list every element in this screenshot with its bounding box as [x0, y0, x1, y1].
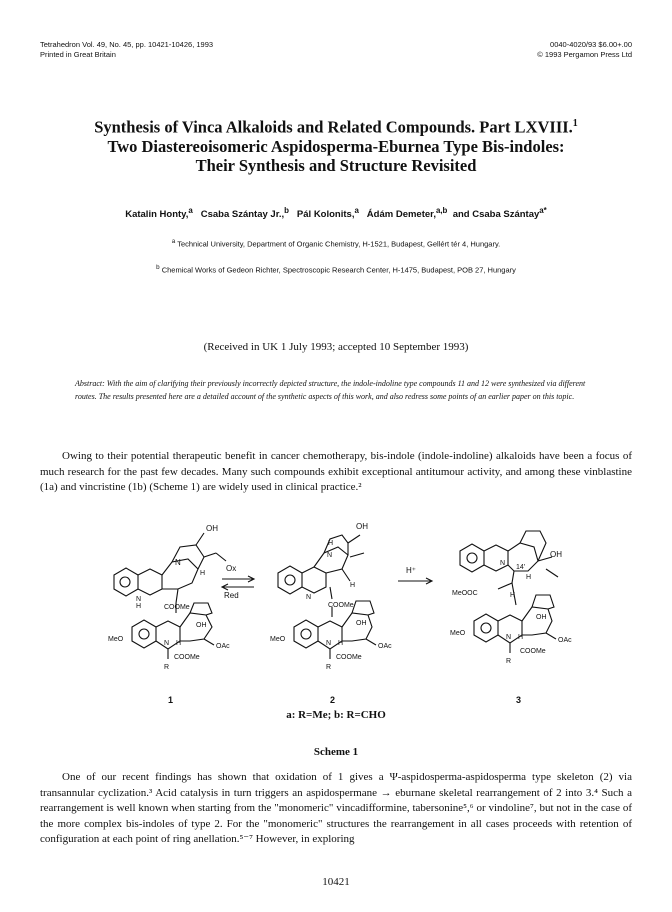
atom-label: OH [550, 550, 562, 559]
title-line1: Synthesis of Vinca Alkaloids and Related Compounds. Part LXVIII. [94, 117, 573, 137]
benzene-ring [474, 614, 498, 642]
author: Katalin Honty, [125, 209, 189, 221]
author-list [40, 206, 632, 220]
benzene-ring [132, 620, 156, 648]
substituent-legend: a: R=Me; b: R=CHO [286, 709, 386, 721]
benzene-ring [460, 544, 484, 572]
atom-label: N [306, 594, 312, 601]
atom-label: OH [356, 620, 367, 627]
benzene-ring [294, 620, 318, 648]
h-plus-label: H⁺ [406, 566, 416, 575]
atom-label: H [200, 570, 206, 577]
atom-label: R [326, 664, 332, 671]
atom-label: OH [536, 614, 547, 621]
atom-label: H [518, 634, 524, 641]
atom-label: H [328, 540, 334, 547]
scheme-1-structures [80, 517, 600, 717]
affiliation-text: Technical University, Department of Organic Chemistry, H-1521, Budapest, Gellért tér 4, Hungary. [177, 239, 501, 249]
atom-label: H [136, 603, 142, 610]
atom-label: N [164, 640, 170, 647]
journal-info [40, 40, 213, 60]
title-line2: Two Diastereoisomeric Aspidosperma-Eburnea Type Bis-indoles: [107, 136, 565, 156]
atom-label: H [510, 592, 516, 599]
author-sup: a,b [435, 206, 448, 215]
atom-label: H [338, 640, 344, 647]
benzene-ring [278, 566, 302, 594]
atom-label: N [500, 560, 506, 567]
received-dates: (Received in UK 1 July 1993; accepted 10 September 1993) [203, 341, 469, 353]
atom-label: OAc [558, 637, 572, 644]
acid-arrow [398, 566, 432, 584]
body-paragraph [40, 770, 632, 848]
atom-label: N [175, 558, 181, 567]
atom-label: OH [196, 622, 207, 629]
intro-paragraph [40, 449, 632, 496]
atom-label: OAc [378, 643, 392, 650]
author: Pál Kolonits, [296, 209, 355, 221]
intro-text: Owing to their potential therapeutic benefit in cancer chemotherapy, bis-indole (indole-indoline) alkaloids have been a focus of much research for the past few decades. Many such compounds exhibit exceptional antitumour activity, and among these vinblastine (1a) and vincristine (1b) (Scheme 1) are widely used in clinical practice.² [40, 450, 632, 493]
compound-number: 3 [516, 695, 522, 705]
title-line3: Their Synthesis and Structure Revisited [195, 155, 477, 175]
printed-in: Printed in Great Britain [40, 50, 116, 59]
atom-label: H [350, 582, 356, 589]
ox-red-arrows [222, 564, 254, 600]
ox-label: Ox [226, 564, 237, 573]
affiliation-a [40, 238, 632, 249]
atom-label: OAc [216, 643, 230, 650]
compound-1-structure [108, 524, 230, 705]
atom-label: 14' [516, 564, 526, 571]
atom-label: OH [206, 524, 218, 533]
compound-number: 1 [168, 695, 174, 705]
atom-label: OH [356, 522, 368, 531]
author: and Csaba Szántay [452, 209, 540, 221]
atom-label: MeO [450, 630, 466, 637]
author-sup: b [284, 206, 289, 215]
issn-price: 0040-4020/93 $6.00+.00 [550, 40, 632, 49]
title-sup: 1 [572, 118, 578, 129]
atom-label: COOMe [336, 654, 362, 661]
atom-label: H [526, 574, 532, 581]
atom-label: H [176, 640, 182, 647]
scheme-caption: Scheme 1 [313, 746, 359, 758]
atom-label: R [506, 658, 512, 665]
benzene-ring [114, 568, 138, 596]
atom-label: MeO [108, 636, 124, 643]
atom-label: N [136, 596, 142, 603]
atom-label: COOMe [174, 654, 200, 661]
page-number: 10421 [322, 876, 350, 888]
author-sup: a* [539, 206, 547, 215]
affiliation-mark: a [171, 238, 176, 245]
affiliation-text: Chemical Works of Gedeon Richter, Spectroscopic Research Center, H-1475, Budapest, POB 27, Hungary [161, 265, 516, 275]
author-sup: a [188, 206, 193, 215]
atom-label: COOMe [164, 604, 190, 611]
atom-label: MeO [270, 636, 286, 643]
red-label: Red [224, 591, 239, 600]
body-text: One of our recent findings has shown that oxidation of 1 gives a Ψ-aspidosperma-aspidosperma type skeleton (2) via transannular cyclization.³ Acid catalysis in turn triggers an aspidospermane → eburnane skeletal rearrangement of 2 into 3.⁴ Such a rearrangement is well known when starting from the "monomeric" vincadifformine, tabersonine⁵,⁶ or vindoline⁷, but not in the case of the more complex bis-indoles of type 2. For the "monomeric" structures the rearrangement in all cases proceeds with retention of configuration at each point of ring anellation.⁵⁻⁷ However, in exploring [40, 771, 632, 845]
atom-label: N [506, 634, 512, 641]
author: Ádám Demeter, [366, 209, 436, 221]
abstract: Abstract: With the aim of clarifying their previously incorrectly depicted structure, the indole-indoline type compounds 11 and 12 were synthesized via different routes. The results presented here are a detailed account of the synthetic aspects of this work, and also redress some points of an earlier paper on this topic. [75, 379, 586, 401]
author: Csaba Szántay Jr., [200, 209, 285, 221]
atom-label: N [326, 640, 332, 647]
atom-label: MeOOC [452, 590, 478, 597]
affiliation-mark: b [156, 264, 160, 271]
compound-number: 2 [330, 695, 336, 705]
issn-info [537, 40, 632, 60]
atom-label: COOMe [520, 648, 546, 655]
atom-label: COOMe [328, 602, 354, 609]
copyright: © 1993 Pergamon Press Ltd [537, 50, 632, 59]
affiliation-b [40, 264, 632, 275]
paper-title [40, 114, 632, 175]
atom-label: N [327, 552, 333, 559]
compound-3-structure [450, 531, 572, 705]
atom-label: R [164, 664, 170, 671]
compound-2-structure [270, 522, 392, 705]
journal-line: Tetrahedron Vol. 49, No. 45, pp. 10421-10426, 1993 [40, 40, 214, 49]
author-sup: a [354, 206, 359, 215]
